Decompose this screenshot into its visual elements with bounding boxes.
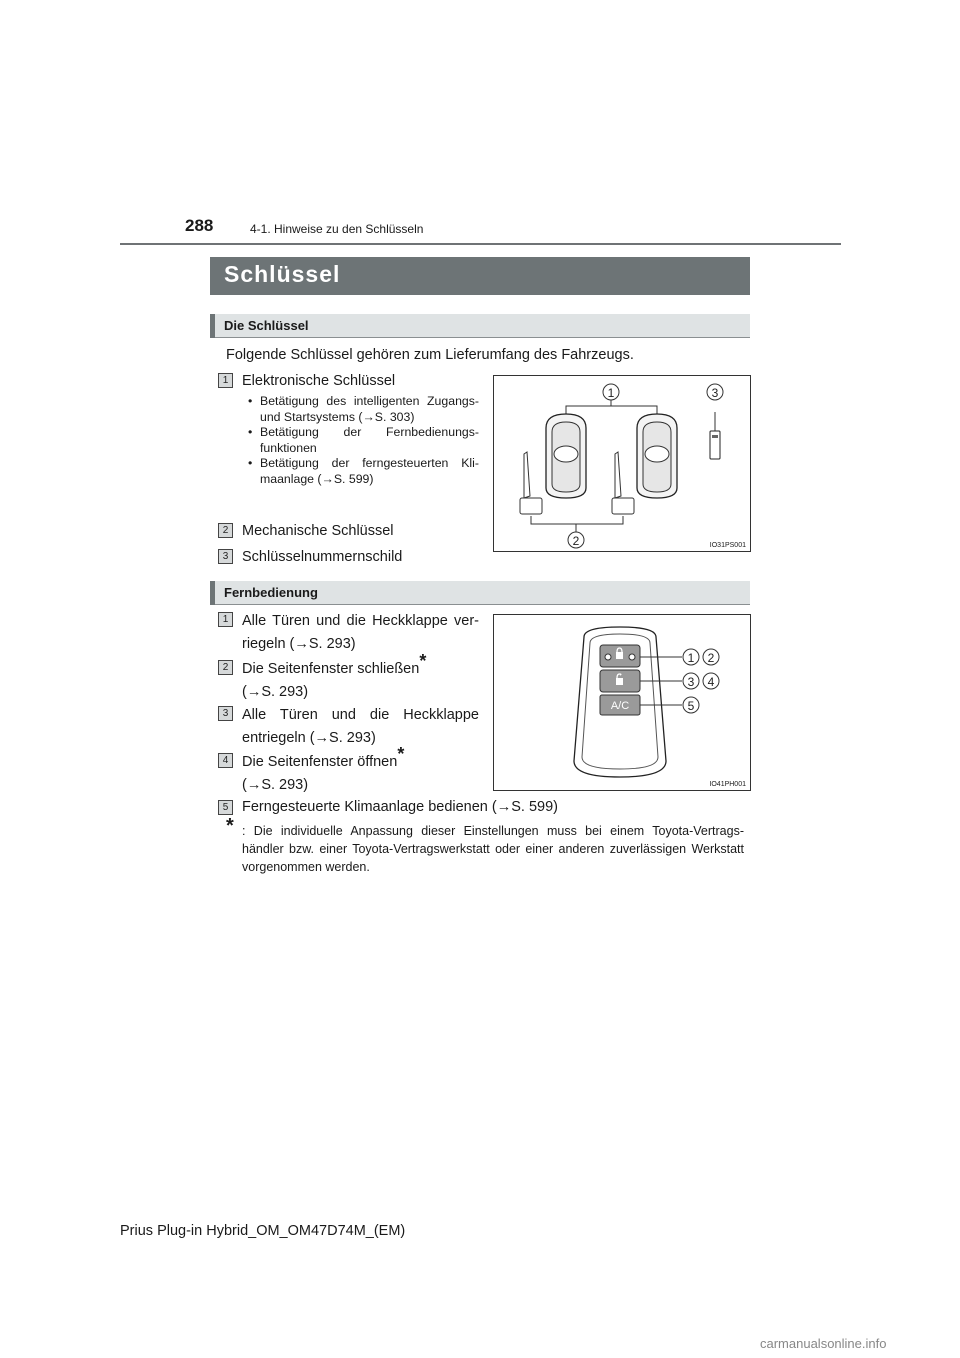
section-heading-keys [210,314,750,338]
list-item: • Betätigung der ferngesteuerten Kli- maanlage (→S. 599) [248,456,479,487]
list-item: • Betätigung der Fernbedienungs- funktionen [248,425,479,456]
keys-drawing [494,376,750,551]
item-unlock-doors: Alle Türen und die Heckklappe entriegeln (→S. 293) [242,707,479,746]
section-heading-text: Die Schlüssel [224,318,309,333]
running-header: 4-1. Hinweise zu den Schlüsseln [250,222,424,236]
footnote-text: : Die individuelle Anpassung dieser Einstellungen muss bei einem Toyota-Vertrags- händler bzw. einer Toyota-Vertragswerkstatt oder einer anderen zuverlässigen Werkstatt vorgenommen werden. [242,824,744,874]
section-heading-marker [210,581,215,605]
list-item: • Betätigung des intelligenten Zugangs- und Startsystems (→S. 303) [248,394,479,425]
svg-text:2: 2 [707,651,715,665]
page-footer: Prius Plug-in Hybrid_OM_OM47D74M_(EM) [120,1223,406,1239]
callout-2 [703,649,719,665]
section-heading-text: Fernbedienung [224,585,318,600]
svg-text:3: 3 [711,386,719,400]
item-key-number-plate: Schlüsselnummernschild [242,549,403,565]
keys-illustration [493,375,751,552]
callout-1 [603,384,619,400]
svg-text:4: 4 [707,675,715,689]
callout-3 [707,384,723,400]
svg-text:1: 1 [607,386,615,400]
section-intro: Folgende Schlüssel gehören zum Lieferumfang des Fahrzeugs. [226,347,634,363]
item-electronic-keys: Elektronische Schlüssel [242,373,396,389]
item-number-badge: 3 [218,706,233,721]
svg-text:1: 1 [687,651,695,665]
callout-5 [683,697,699,713]
page-number: 288 [185,216,214,235]
footnote [226,815,744,876]
remote-illustration [493,614,751,791]
item-mechanical-keys: Mechanische Schlüssel [242,523,394,539]
item-number-badge: 4 [218,753,233,768]
page-title-bar [210,257,750,295]
item-number-badge: 3 [218,549,233,564]
callout-2 [568,532,584,548]
svg-text:3: 3 [687,675,695,689]
callout-4 [703,673,719,689]
item-number-badge: 1 [218,612,233,627]
figure-id: IO31PS001 [709,542,746,549]
remote-drawing [494,615,750,790]
page-title: Schlüssel [224,261,341,287]
svg-text:2: 2 [572,534,580,548]
item-number-badge: 2 [218,523,233,538]
item-open-windows: Die Seitenfenster öffnen* (→S. 293) [242,744,405,793]
item-lock-doors: Alle Türen und die Heckklappe ver- riegeln (→S. 293) [242,613,479,652]
callout-3 [683,673,699,689]
header-divider [120,243,841,245]
svg-text:A/C: A/C [610,700,630,712]
item-close-windows: Die Seitenfenster schließen* (→S. 293) [242,651,427,700]
footnote-star: * [226,815,234,837]
svg-text:5: 5 [687,699,695,713]
figure-id: IO41PH001 [709,781,746,788]
item-number-badge: 2 [218,660,233,675]
callout-1 [683,649,699,665]
item-number-badge: 1 [218,373,233,388]
watermark: carmanualsonline.info [760,1336,887,1351]
section-heading-remote [210,581,750,605]
section-heading-marker [210,314,215,338]
item-remote-climate: Ferngesteuerte Klimaanlage bedienen (→S. 599) [242,799,558,815]
item-number-badge: 5 [218,800,233,815]
function-list [248,394,479,487]
